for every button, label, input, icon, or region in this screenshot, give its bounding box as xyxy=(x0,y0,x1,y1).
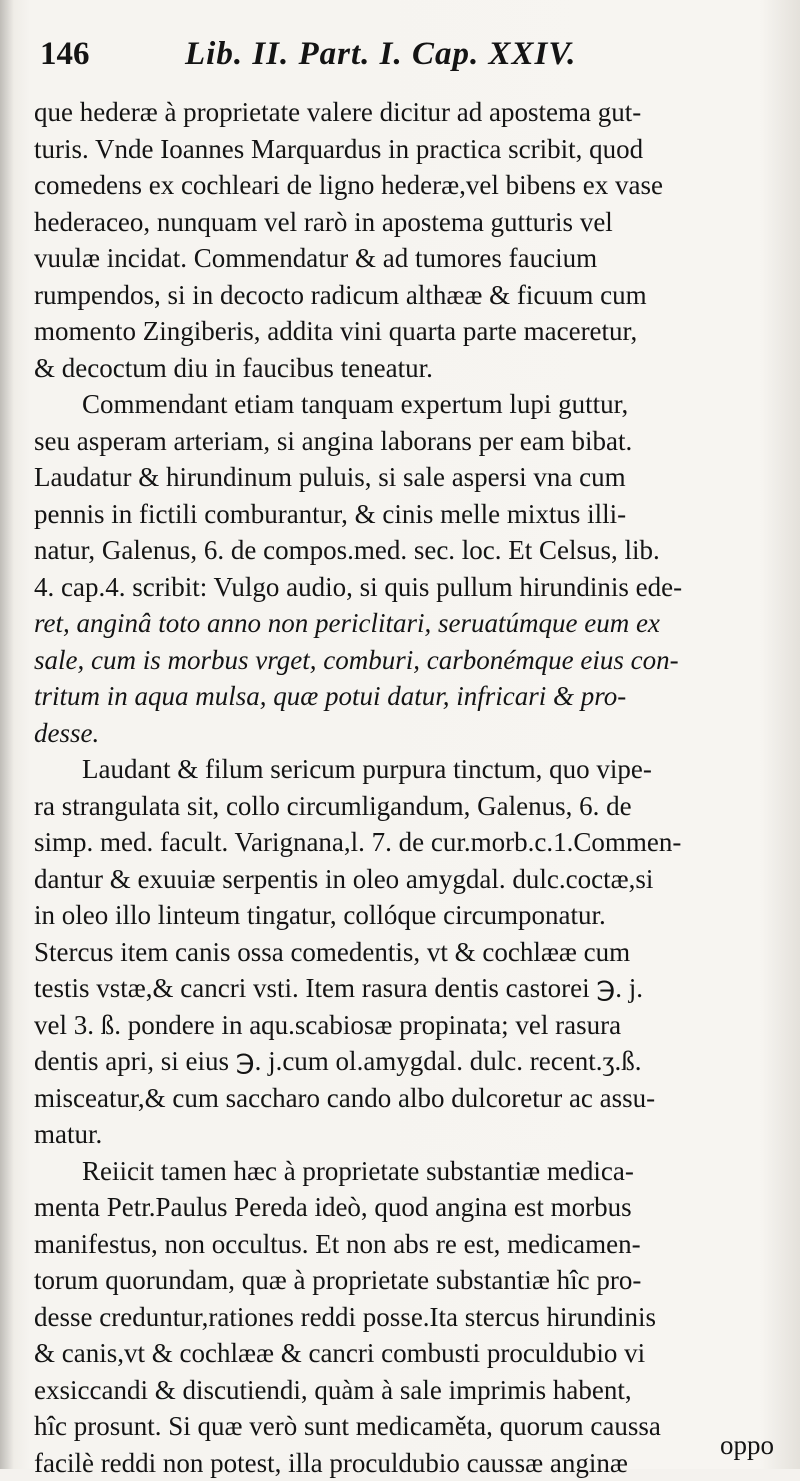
text-line: & decoctum diu in faucibus teneatur. xyxy=(34,350,778,387)
text-line: Laudatur & hirundinum puluis, si sale aspersi vna cum xyxy=(34,459,778,496)
text-line: ra strangulata sit, collo circumligandum, Galenus, 6. de xyxy=(34,788,778,825)
text-line: que hederæ à proprietate valere dicitur ad apostema gut- xyxy=(34,94,778,131)
text-line: vuulæ incidat. Commendatur & ad tumores faucium xyxy=(34,240,778,277)
text-line: seu asperam arteriam, si angina laborans per eam bibat. xyxy=(34,423,778,460)
text-line: vel 3. ß. pondere in aqu.scabiosæ propinata; vel rasura xyxy=(34,1007,778,1044)
text-line: desse creduntur,rationes reddi posse.Ita stercus hirundinis xyxy=(34,1299,778,1336)
page-number: 146 xyxy=(40,36,185,73)
text-line: dentis apri, si eius ℈. j.cum ol.amygdal. dulc. recent.ʒ.ß. xyxy=(34,1043,778,1080)
text-line: comedens ex cochleari de ligno hederæ,vel bibens ex vase xyxy=(34,167,778,204)
text-body xyxy=(34,94,778,1481)
text-line: Reiicit tamen hæc à proprietate substantiæ medica- xyxy=(34,1153,778,1190)
running-head-title: Lib. II. Part. I. Cap. XXIV. xyxy=(185,36,576,73)
text-line: sale, cum is morbus vrget, comburi, carbonémque eius con- xyxy=(34,642,778,679)
text-line: & canis,vt & cochlææ & cancri combusti proculdubio vi xyxy=(34,1335,778,1372)
text-line: Stercus item canis ossa comedentis, vt & cochlææ cum xyxy=(34,934,778,971)
text-line: exsiccandi & discutiendi, quàm à sale imprimis habent, xyxy=(34,1372,778,1409)
text-line: desse. xyxy=(34,715,778,752)
text-line: dantur & exuuiæ serpentis in oleo amygdal. dulc.coctæ,si xyxy=(34,861,778,898)
text-line: turis. Vnde Ioannes Marquardus in practica scribit, quod xyxy=(34,131,778,168)
text-line: Commendant etiam tanquam expertum lupi guttur, xyxy=(34,386,778,423)
text-line: ret, anginâ toto anno non periclitari, seruatúmque eum ex xyxy=(34,605,778,642)
text-line: simp. med. facult. Varignana,l. 7. de cur.morb.c.1.Commen- xyxy=(34,824,778,861)
text-line: testis vstæ,& cancri vsti. Item rasura dentis castorei ℈. j. xyxy=(34,970,778,1007)
text-line: momento Zingiberis, addita vini quarta parte maceretur, xyxy=(34,313,778,350)
text-line: hîc prosunt. Si quæ verò sunt medicaměta, quorum caussa xyxy=(34,1408,778,1445)
text-line: tritum in aqua mulsa, quæ potui datur, infricari & pro- xyxy=(34,678,778,715)
text-line: torum quorundam, quæ à proprietate substantiæ hîc pro- xyxy=(34,1262,778,1299)
text-line: natur, Galenus, 6. de compos.med. sec. loc. Et Celsus, lib. xyxy=(34,532,778,569)
text-line: 4. cap.4. scribit: Vulgo audio, si quis pullum hirundinis ede- xyxy=(34,569,778,606)
text-line: menta Petr.Paulus Pereda ideò, quod angina est morbus xyxy=(34,1189,778,1226)
binding-shadow xyxy=(0,0,14,1469)
text-line: hederaceo, nunquam vel rarò in apostema gutturis vel xyxy=(34,204,778,241)
text-line: matur. xyxy=(34,1116,778,1153)
text-line: manifestus, non occultus. Et non abs re est, medicamen- xyxy=(34,1226,778,1263)
text-line: rumpendos, si in decocto radicum althææ & ficuum cum xyxy=(34,277,778,314)
text-line: pennis in fictili comburantur, & cinis melle mixtus illi- xyxy=(34,496,778,533)
text-line: in oleo illo linteum tingatur, collóque circumponatur. xyxy=(34,897,778,934)
text-line: facilè reddi non potest, illa proculdubio caussæ anginæ xyxy=(34,1445,778,1481)
text-line: Laudant & filum sericum purpura tinctum, quo vipe- xyxy=(34,751,778,788)
catchword: oppo xyxy=(720,1430,774,1461)
running-head xyxy=(34,36,778,94)
text-line: misceatur,& cum saccharo cando albo dulcoretur ac assu- xyxy=(34,1080,778,1117)
